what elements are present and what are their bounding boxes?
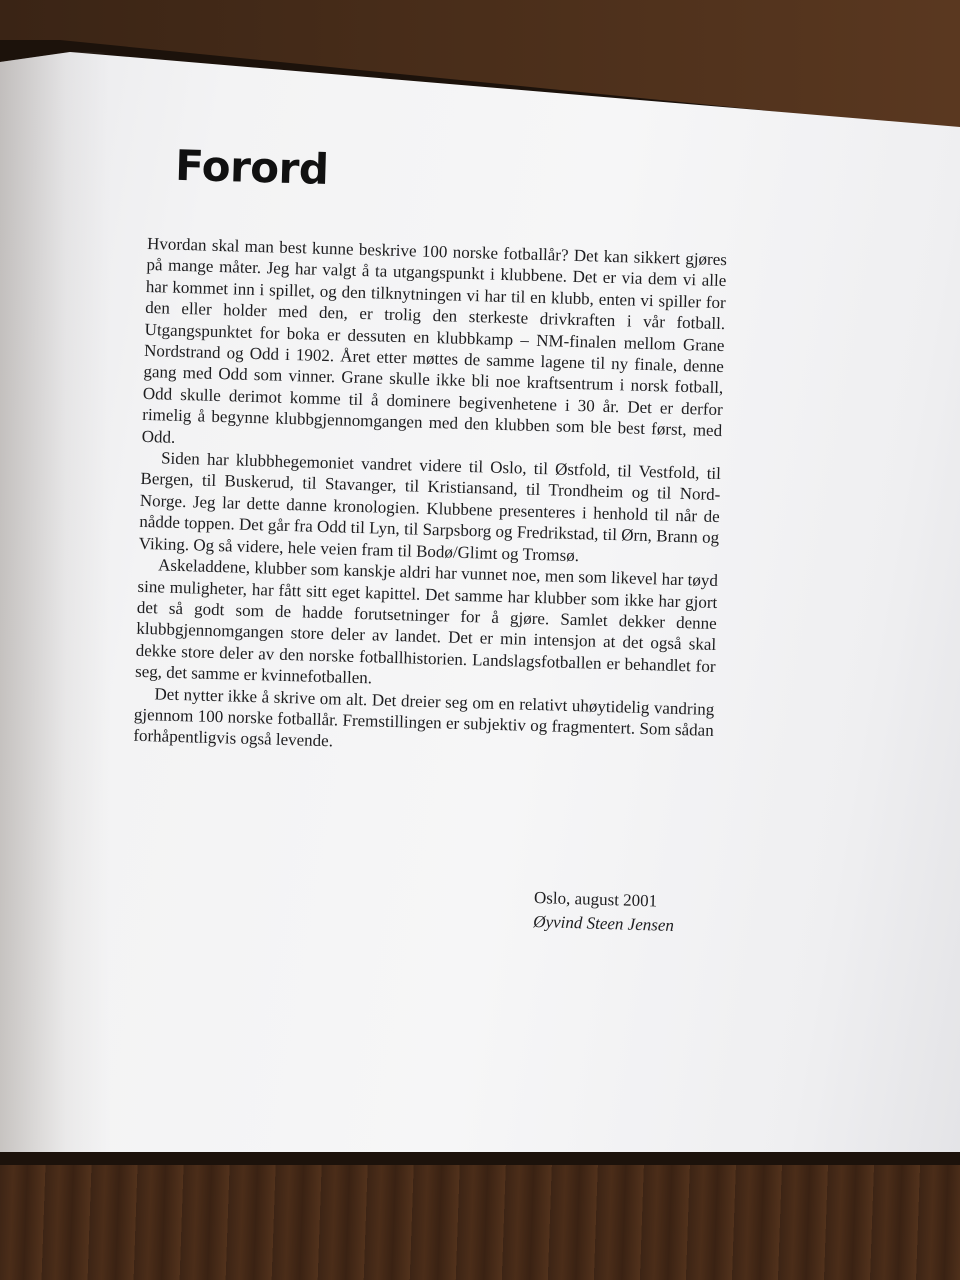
page-content	[126, 140, 730, 1016]
table-surface-bottom	[0, 1150, 960, 1280]
foreword-body	[133, 233, 727, 763]
paragraph-2: Siden har klubbhegemoniet vandret videre til Oslo, til Østfold, til Vestfold, til Bergen, til Buskerud, til Stavanger, til Kristiansand, til Trondheim og til Nord-Norge. Jeg lar dette danne kronologien. Klubbene presenteres i henhold til når de nådde toppen. Det går fra Odd til Lyn, til Sarpsborg og Fredrikstad, til Ørn, Brann og Viking. Og så videre, hele veien fram til Bodø/Glimt og Tromsø.	[138, 448, 722, 565]
signature-place-date: Oslo, august 2001	[533, 888, 658, 911]
page-title: Forord	[174, 140, 330, 194]
signature-author: Øyvind Steen Jensen	[533, 912, 675, 935]
signature-block	[533, 886, 675, 938]
paragraph-1: Hvordan skal man best kunne beskrive 100 norske fotballår? Det kan sikkert gjøres på mange måter. Jeg har valgt å ta utgangspunkt i klubbene. Det er via dem vi alle har kommet inn i spillet, og den tilknytningen vi har til en klubb, enten vi spiller for den eller holder med den, er trolig den sterkeste drivkraften i vår fotball. Utgangspunktet for boka er dessuten en klubbkamp – NM-finalen mellom Grane Nordstrand og Odd i 1902. Året etter møttes de samme lagene til ny finale, denne gang med Odd som vinner. Grane skulle ikke bli noe kraftsentrum i norsk fotball, Odd skulle derimot komme til å dominere begivenhetene i 30 år. Det er derfor rimelig å begynne klubbgjennomgangen med den klubben som ble best først, med Odd.	[141, 233, 728, 447]
paragraph-3: Askeladdene, klubber som kanskje aldri har vunnet noe, men som likevel har tøyd sine muligheter, har fått sitt eget kapittel. Det samme har klubber som ikke har gjort det så godt som de hadde forutsetninger for å gjøre. Samlet dekker denne klubbgjennomgangen store deler av landet. Det er min intensjon at det også skal dekke store deler av den norske fotballhistorien. Landslagsfotballen er behandlet for seg, det samme er kvinnefotballen.	[134, 555, 719, 688]
paragraph-4: Det nytter ikke å skrive om alt. Det dreier seg om en relativt uhøytidelig vandring gjennom 100 norske fotballår. Fremstillingen er subjektiv og fragmentert. Som sådan forhåpentligvis også levende.	[133, 683, 715, 751]
book-gutter	[0, 52, 110, 1152]
